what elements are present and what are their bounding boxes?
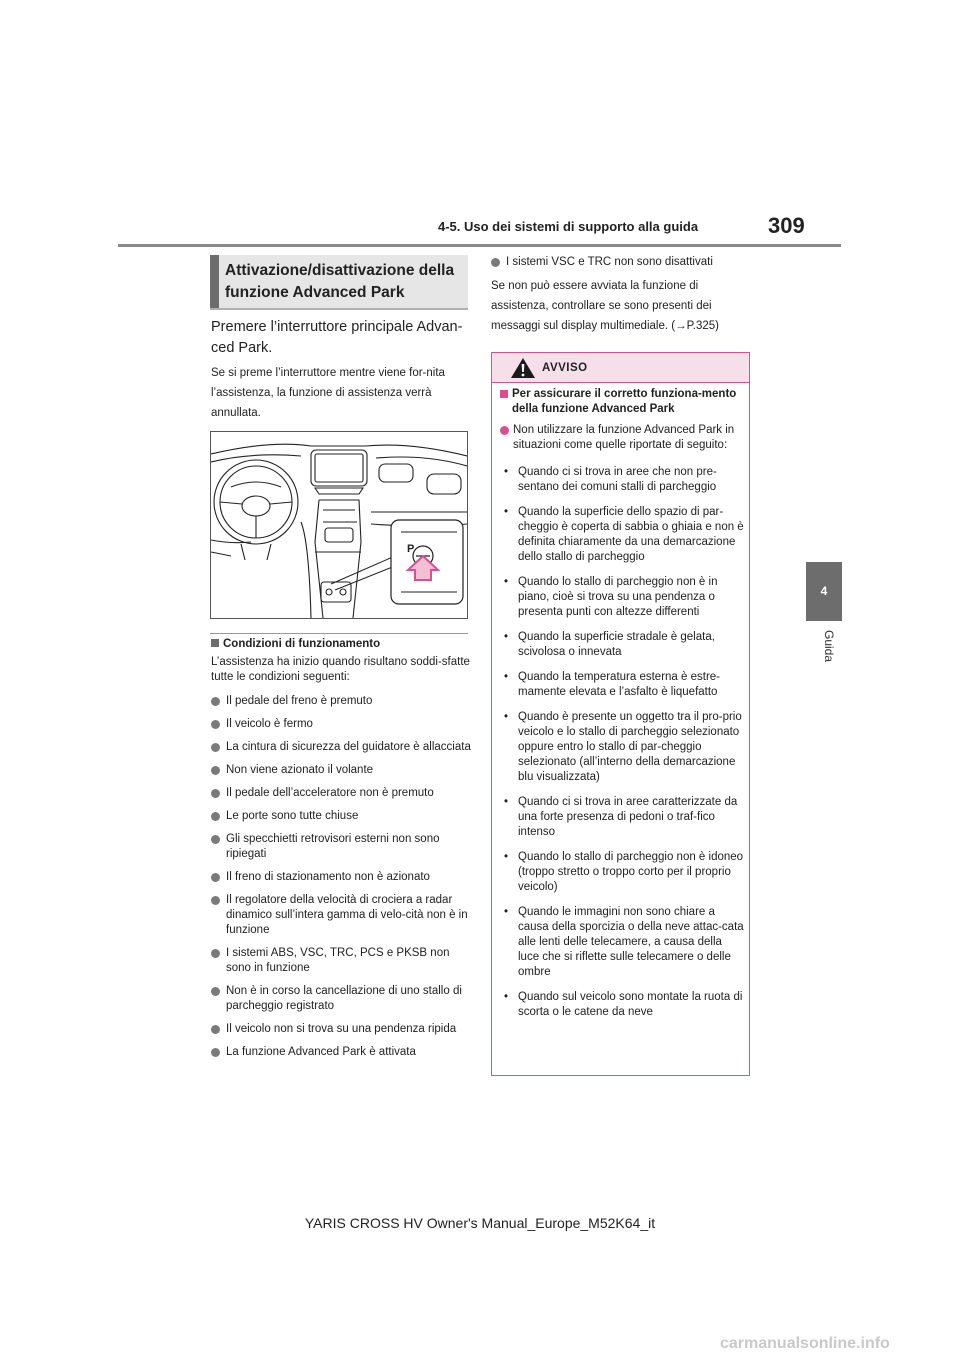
list-item: [500, 795, 744, 840]
condition-text: Il freno di stazionamento non è azionato: [226, 871, 430, 883]
condition-text: Il veicolo non si trova su una pendenza ripida: [226, 1023, 457, 1035]
assistance-note: Se non può essere avviata la funzione di assistenza, controllare se sono presenti dei messaggi sul display multimediale. (→P.325): [491, 280, 719, 332]
dot-marker-icon: •: [504, 796, 509, 808]
figure-divider: [210, 633, 468, 634]
watermark: carmanualsonline.info: [720, 1335, 890, 1352]
list-item: [500, 575, 744, 620]
warning-item-text: Quando lo stallo di parcheggio non è idoneo (troppo stretto o troppo corto per il proprio veicolo): [518, 851, 744, 893]
vsc-trc-bullet: [491, 255, 751, 270]
square-icon: [500, 390, 508, 398]
bullet-icon: [211, 697, 220, 706]
dot-marker-icon: •: [504, 631, 509, 643]
bullet-icon: [211, 720, 220, 729]
warning-triangle-icon: [510, 357, 536, 379]
list-item: [500, 505, 744, 565]
list-item: [211, 870, 473, 885]
condition-text: Il pedale dell’acceleratore non è premuto: [226, 787, 434, 799]
list-item: [211, 946, 473, 976]
bullet-icon: [211, 766, 220, 775]
bullet-icon: [211, 949, 220, 958]
section-heading: Attivazione/disattivazione della funzione Advanced Park: [210, 255, 468, 309]
bullet-icon: [491, 258, 500, 267]
list-item: [211, 1022, 473, 1037]
bullet-icon: [211, 1025, 220, 1034]
list-item: [500, 630, 744, 660]
warning-item-text: Quando ci si trova in aree caratterizzate da una forte presenza di pedoni o traf-fico intenso: [518, 796, 738, 838]
list-item: [500, 465, 744, 495]
list-item: [211, 740, 473, 755]
list-item: [211, 832, 473, 862]
instruction-note: Se si preme l’interruttore mentre viene for-nita l’assistenza, la funzione di assistenza verrà annullata.: [211, 367, 445, 419]
list-item: [500, 670, 744, 700]
chapter-label: Guida: [822, 630, 836, 663]
dot-marker-icon: •: [504, 851, 509, 863]
conditions-list: [211, 694, 473, 1068]
warning-item-text: Quando lo stallo di parcheggio non è in piano, cioè si trova su una pendenza o presenta punti con altezze differenti: [518, 576, 718, 618]
chapter-number: 4: [820, 584, 828, 598]
condition-text: Il pedale del freno è premuto: [226, 695, 373, 707]
list-item: [500, 850, 744, 895]
dot-marker-icon: •: [504, 576, 509, 588]
list-item: [211, 763, 473, 778]
dashboard-illustration: [210, 431, 468, 619]
bullet-icon: [211, 835, 220, 844]
square-icon: [211, 639, 219, 647]
warning-body: [500, 387, 744, 1030]
bullet-icon: [211, 812, 220, 821]
warning-item-text: Quando ci si trova in aree che non pre-sentano dei comuni stalli di parcheggio: [518, 466, 717, 493]
warning-title: AVVISO: [542, 362, 588, 374]
warning-bullet-text: Non utilizzare la funzione Advanced Park in situazioni come quelle riportate di seguito:: [513, 424, 735, 451]
warning-item-text: Quando le immagini non sono chiare a causa della sporcizia o della neve attac-cata alle lenti delle telecamere, a causa della luce che si riflette sulle telecamere o delle ombre: [518, 906, 744, 978]
list-item: [211, 786, 473, 801]
conditions-subhead: [211, 638, 473, 650]
list-item: [211, 984, 473, 1014]
dot-marker-icon: •: [504, 906, 509, 918]
conditions-intro: L’assistenza ha inizio quando risultano soddi-sfatte tutte le condizioni seguenti:: [211, 656, 470, 683]
footer-text: YARIS CROSS HV Owner's Manual_Europe_M52K64_it: [304, 1215, 656, 1231]
condition-text: I sistemi ABS, VSC, TRC, PCS e PKSB non sono in funzione: [226, 947, 450, 974]
warning-item-text: Quando la superficie stradale è gelata, scivolosa o innevata: [518, 631, 715, 658]
warning-box: [491, 352, 750, 1076]
header-divider: [118, 244, 841, 247]
list-item: [211, 1045, 473, 1060]
bullet-icon: [211, 743, 220, 752]
list-item: [211, 717, 473, 732]
list-item: [500, 710, 744, 785]
dot-marker-icon: •: [504, 991, 509, 1003]
condition-text: Gli specchietti retrovisori esterni non sono ripiegati: [226, 833, 440, 860]
condition-text: Il regolatore della velocità di crociera a radar dinamico sull’intera gamma di velo-cità non è in funzione: [226, 894, 468, 936]
list-item: [500, 990, 744, 1020]
page-number: 309: [768, 213, 805, 238]
list-item: [211, 809, 473, 824]
vsc-trc-text: I sistemi VSC e TRC non sono disattivati: [506, 256, 713, 268]
condition-text: Non è in corso la cancellazione di uno stallo di parcheggio registrato: [226, 985, 462, 1012]
condition-text: La cintura di sicurezza del guidatore è allacciata: [226, 741, 471, 753]
bullet-icon: [500, 426, 509, 435]
list-item: [211, 694, 473, 709]
dot-marker-icon: •: [504, 506, 509, 518]
warning-bullet: [500, 423, 744, 453]
warning-subhead: [500, 387, 744, 417]
dot-marker-icon: •: [504, 711, 509, 723]
condition-text: Le porte sono tutte chiuse: [226, 810, 359, 822]
condition-text: Il veicolo è fermo: [226, 718, 313, 730]
warning-header: [492, 353, 749, 383]
dot-marker-icon: •: [504, 671, 509, 683]
heading-divider: [210, 308, 468, 310]
section-header: 4-5. Uso dei sistemi di supporto alla guida: [438, 219, 699, 234]
warning-item-text: Quando la temperatura esterna è estre-mamente elevata e l’asfalto è liquefatto: [518, 671, 721, 698]
condition-text: La funzione Advanced Park è attivata: [226, 1046, 416, 1058]
bullet-icon: [211, 896, 220, 905]
bullet-icon: [211, 873, 220, 882]
instruction-text: Premere l’interruttore principale Advan-ced Park.: [211, 319, 463, 356]
warning-subhead-text: Per assicurare il corretto funziona-mento della funzione Advanced Park: [512, 388, 737, 415]
warning-item-text: Quando è presente un oggetto tra il pro-prio veicolo e lo stallo di parcheggio selezionato oppure entro lo stallo di par-cheggio selezionato (all’interno della demarcazione blu visualizzata): [518, 711, 742, 783]
bullet-icon: [211, 789, 220, 798]
chapter-tab[interactable]: [806, 562, 842, 621]
bullet-icon: [211, 1048, 220, 1057]
list-item: [500, 905, 744, 980]
conditions-subhead-text: Condizioni di funzionamento: [223, 638, 381, 650]
list-item: [211, 893, 473, 938]
park-switch-label: P: [407, 543, 415, 555]
warning-item-text: Quando la superficie dello spazio di par-cheggio è coperta di sabbia o ghiaia e non è definita chiaramente da una demarcazione dello stallo di parcheggio: [518, 506, 744, 563]
bullet-icon: [211, 987, 220, 996]
warning-item-text: Quando sul veicolo sono montate la ruota di scorta o le catene da neve: [518, 991, 743, 1018]
dot-marker-icon: •: [504, 466, 509, 478]
condition-text: Non viene azionato il volante: [226, 764, 374, 776]
